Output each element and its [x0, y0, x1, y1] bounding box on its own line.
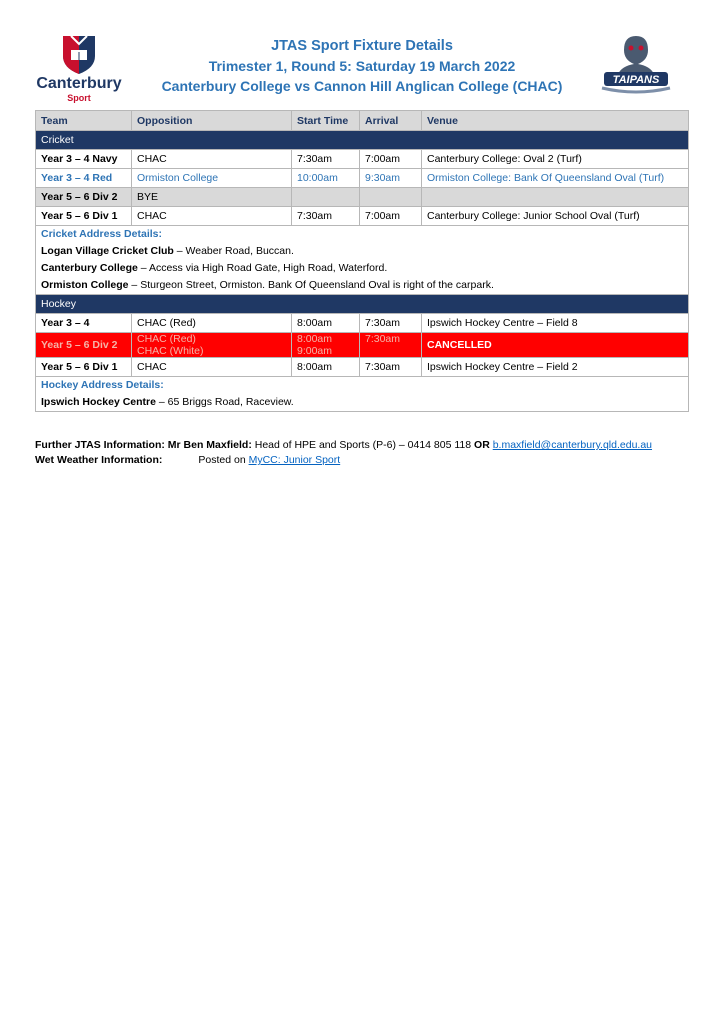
address-title: Cricket Address Details:: [41, 228, 162, 240]
start-cell: 7:30am: [292, 150, 360, 169]
taipans-logo: [598, 32, 674, 100]
mycc-link[interactable]: MyCC: Junior Sport: [248, 454, 341, 466]
start-line: 9:00am: [297, 345, 333, 357]
address-detail: – 65 Briggs Road, Raceview.: [155, 396, 294, 408]
cancelled-badge: CANCELLED: [422, 333, 689, 358]
email-link[interactable]: b.maxfield@canterbury.qld.edu.au: [492, 439, 653, 451]
address-detail: – Sturgeon Street, Ormiston. Bank Of Queensland Oval is right of the carpark.: [128, 279, 494, 291]
table-row: [36, 314, 689, 333]
start-cell: 8:00am: [292, 314, 360, 333]
page-header: [130, 36, 594, 96]
table-row: [36, 207, 689, 226]
start-cell: 7:30am: [292, 207, 360, 226]
opposition-cell: Ormiston College: [132, 169, 292, 188]
footer: [35, 438, 652, 468]
opposition-line: CHAC (Red): [137, 333, 196, 345]
opposition-cell: BYE: [132, 188, 292, 207]
table-row: [36, 150, 689, 169]
opposition-cell: [132, 333, 292, 358]
team-cell: Year 5 – 6 Div 2: [36, 333, 132, 358]
cancelled-row: [36, 333, 689, 358]
arrival-cell: 7:00am: [360, 207, 422, 226]
address-line: [41, 394, 683, 411]
team-cell: Year 5 – 6 Div 1: [36, 358, 132, 377]
weather-text: Posted on: [198, 454, 249, 466]
opposition-line: CHAC (White): [137, 345, 204, 357]
start-cell: 10:00am: [292, 169, 360, 188]
start-cell: [292, 188, 360, 207]
arrival-cell: 9:30am: [360, 169, 422, 188]
start-cell: 8:00am: [292, 358, 360, 377]
table-header-row: [36, 111, 689, 131]
venue-cell: Canterbury College: Junior School Oval (Turf): [422, 207, 689, 226]
canterbury-logo-text: Canterbury: [36, 75, 122, 92]
opposition-cell: CHAC: [132, 358, 292, 377]
header-title: JTAS Sport Fixture Details: [271, 38, 453, 54]
opposition-cell: CHAC (Red): [132, 314, 292, 333]
header-matchup: Canterbury College vs Cannon Hill Anglican College (CHAC): [161, 78, 563, 94]
contact-label: Further JTAS Information: Mr Ben Maxfield:: [35, 439, 252, 451]
arrival-cell: 7:30am: [360, 333, 422, 358]
header-arrival: Arrival: [360, 111, 422, 131]
taipans-logo-text: TAIPANS: [612, 74, 660, 86]
or-text: OR: [474, 439, 490, 451]
opposition-cell: CHAC: [132, 150, 292, 169]
address-detail: – Weaber Road, Buccan.: [173, 245, 294, 257]
sport-logo-text: Sport: [67, 93, 91, 103]
header-team: Team: [36, 111, 132, 131]
start-line: 8:00am: [297, 333, 333, 345]
start-cell: [292, 333, 360, 358]
contact-line: [35, 438, 652, 453]
arrival-cell: 7:30am: [360, 314, 422, 333]
address-detail: – Access via High Road Gate, High Road, Waterford.: [137, 262, 388, 274]
address-line: [41, 277, 683, 294]
team-cell: Year 5 – 6 Div 1: [36, 207, 132, 226]
weather-label: Wet Weather Information:: [35, 454, 163, 466]
canterbury-sport-logo: [34, 34, 124, 106]
arrival-cell: 7:00am: [360, 150, 422, 169]
arrival-cell: [360, 188, 422, 207]
weather-line: [35, 453, 652, 468]
venue-cell: Canterbury College: Oval 2 (Turf): [422, 150, 689, 169]
fixture-table: [35, 110, 689, 412]
address-name: Ormiston College: [41, 279, 129, 291]
section-cricket: [36, 131, 689, 150]
arrival-cell: 7:30am: [360, 358, 422, 377]
address-name: Canterbury College: [41, 262, 138, 274]
team-cell: Year 3 – 4: [36, 314, 132, 333]
section-label: Hockey: [36, 295, 689, 314]
address-line: [41, 260, 683, 277]
team-cell: Year 5 – 6 Div 2: [36, 188, 132, 207]
section-hockey: [36, 295, 689, 314]
header-round: Trimester 1, Round 5: Saturday 19 March 2022: [208, 58, 516, 74]
section-label: Cricket: [36, 131, 689, 150]
table-row: [36, 188, 689, 207]
team-cell: Year 3 – 4 Red: [36, 169, 132, 188]
address-name: Ipswich Hockey Centre: [41, 396, 156, 408]
address-name: Logan Village Cricket Club: [41, 245, 174, 257]
team-cell: Year 3 – 4 Navy: [36, 150, 132, 169]
venue-cell: Ormiston College: Bank Of Queensland Oval (Turf): [422, 169, 689, 188]
header-venue: Venue: [422, 111, 689, 131]
opposition-cell: CHAC: [132, 207, 292, 226]
venue-cell: Ipswich Hockey Centre – Field 2: [422, 358, 689, 377]
venue-cell: Ipswich Hockey Centre – Field 8: [422, 314, 689, 333]
table-row: [36, 169, 689, 188]
table-row: [36, 358, 689, 377]
header-opposition: Opposition: [132, 111, 292, 131]
header-start-time: Start Time: [292, 111, 360, 131]
address-title: Hockey Address Details:: [41, 379, 164, 391]
cricket-address-row: [36, 226, 689, 295]
address-line: [41, 243, 683, 260]
venue-cell: [422, 188, 689, 207]
contact-text: Head of HPE and Sports (P-6) – 0414 805 118: [251, 439, 475, 451]
hockey-address-row: [36, 377, 689, 412]
